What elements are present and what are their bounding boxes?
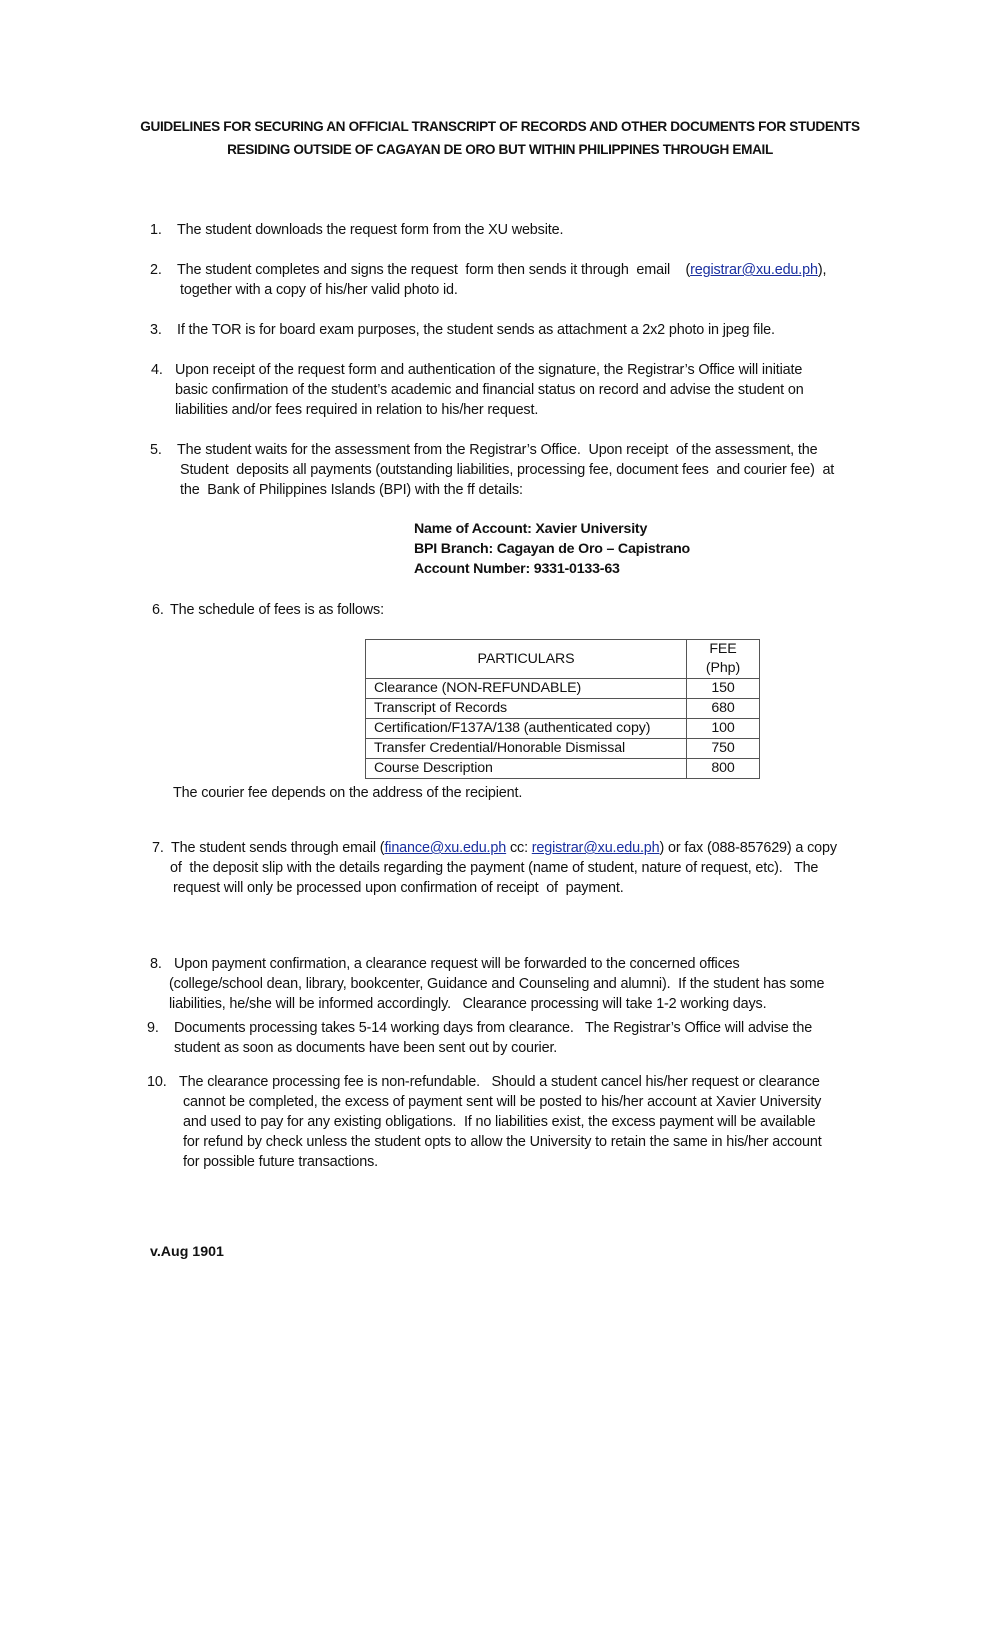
item-number: 3. bbox=[150, 322, 162, 338]
item-text bbox=[177, 260, 826, 280]
item-text-segment: ), bbox=[817, 262, 827, 278]
column-header-particulars: PARTICULARS bbox=[366, 640, 687, 679]
item-text-segment: The student completes and signs the request form then sends it through email ( bbox=[177, 262, 691, 278]
fee-cell: 100 bbox=[687, 719, 760, 739]
item-text: The student downloads the request form from the XU website. bbox=[177, 222, 564, 238]
bank-account-number: Account Number: 9331-0133-63 bbox=[414, 561, 620, 577]
item-text-segment: cc: bbox=[506, 840, 532, 856]
table-row bbox=[366, 739, 760, 759]
table-row bbox=[366, 679, 760, 699]
table-row bbox=[366, 699, 760, 719]
particular-cell: Transcript of Records bbox=[366, 699, 687, 719]
fee-cell: 150 bbox=[687, 679, 760, 699]
item-number: 5. bbox=[150, 442, 162, 458]
item-text: cannot be completed, the excess of payment sent will be posted to his/her account at Xavier University bbox=[183, 1094, 822, 1110]
registrar-email-link[interactable]: registrar@xu.edu.ph bbox=[690, 262, 818, 278]
document-title-line-2: RESIDING OUTSIDE OF CAGAYAN DE ORO BUT WITHIN PHILIPPINES THROUGH EMAIL bbox=[227, 142, 773, 157]
item-text: of the deposit slip with the details regarding the payment (name of student, nature of request, etc). The bbox=[170, 860, 819, 876]
table-row bbox=[366, 759, 760, 779]
item-text: for possible future transactions. bbox=[183, 1154, 379, 1170]
fees-table bbox=[365, 639, 760, 779]
particular-cell: Course Description bbox=[366, 759, 687, 779]
item-number: 9. bbox=[147, 1020, 159, 1036]
item-text: Upon payment confirmation, a clearance request will be forwarded to the concerned offices bbox=[174, 956, 740, 972]
item-text bbox=[171, 838, 837, 858]
item-number: 6. bbox=[152, 602, 164, 618]
item-text: If the TOR is for board exam purposes, the student sends as attachment a 2x2 photo in jpeg file. bbox=[177, 322, 775, 338]
item-text: (college/school dean, library, bookcenter, Guidance and Counseling and alumni). If the student has some bbox=[169, 976, 825, 992]
column-header-fee: FEE (Php) bbox=[687, 640, 760, 679]
item-number: 7. bbox=[152, 840, 164, 856]
item-text: Upon receipt of the request form and authentication of the signature, the Registrar’s Office will initiate bbox=[175, 362, 803, 378]
courier-fee-note: The courier fee depends on the address of the recipient. bbox=[173, 785, 523, 801]
particular-cell: Transfer Credential/Honorable Dismissal bbox=[366, 739, 687, 759]
item-text: The schedule of fees is as follows: bbox=[170, 602, 384, 618]
item-text: The student waits for the assessment from the Registrar’s Office. Upon receipt of the assessment, the bbox=[177, 442, 818, 458]
table-header-row bbox=[366, 640, 760, 679]
item-number: 4. bbox=[151, 362, 163, 378]
item-number: 2. bbox=[150, 262, 162, 278]
item-text: Student deposits all payments (outstanding liabilities, processing fee, document fees and courier fee) at bbox=[180, 462, 835, 478]
fee-cell: 750 bbox=[687, 739, 760, 759]
item-text: liabilities, he/she will be informed accordingly. Clearance processing will take 1-2 working days. bbox=[169, 996, 767, 1012]
registrar-email-link[interactable]: registrar@xu.edu.ph bbox=[531, 840, 660, 856]
bank-branch: BPI Branch: Cagayan de Oro – Capistrano bbox=[414, 541, 691, 557]
item-text-segment: ) or fax (088-857629) a copy bbox=[659, 840, 837, 856]
item-text: for refund by check unless the student opts to allow the University to retain the same in his/her account bbox=[183, 1134, 822, 1150]
item-number: 1. bbox=[150, 222, 162, 238]
item-text: request will only be processed upon confirmation of receipt of payment. bbox=[173, 880, 624, 896]
particular-cell: Clearance (NON-REFUNDABLE) bbox=[366, 679, 687, 699]
item-text: and used to pay for any existing obligations. If no liabilities exist, the excess payment will be available bbox=[183, 1114, 816, 1130]
item-text: basic confirmation of the student’s academic and financial status on record and advise the student on bbox=[175, 382, 804, 398]
particular-cell: Certification/F137A/138 (authenticated copy) bbox=[366, 719, 687, 739]
document-title-line-1: GUIDELINES FOR SECURING AN OFFICIAL TRANSCRIPT OF RECORDS AND OTHER DOCUMENTS FOR STUDENTS bbox=[140, 119, 860, 134]
item-number: 8. bbox=[150, 956, 162, 972]
item-text: The clearance processing fee is non-refundable. Should a student cancel his/her request or clearance bbox=[179, 1074, 820, 1090]
finance-email-link[interactable]: finance@xu.edu.ph bbox=[384, 840, 507, 856]
item-text: Documents processing takes 5-14 working days from clearance. The Registrar’s Office will advise the bbox=[174, 1020, 813, 1036]
item-text: student as soon as documents have been sent out by courier. bbox=[174, 1040, 558, 1056]
item-text: the Bank of Philippines Islands (BPI) with the ff details: bbox=[180, 482, 523, 498]
bank-account-name: Name of Account: Xavier University bbox=[414, 521, 648, 537]
item-number: 10. bbox=[147, 1074, 167, 1090]
item-text-segment: The student sends through email ( bbox=[171, 840, 385, 856]
fee-cell: 680 bbox=[687, 699, 760, 719]
fee-cell: 800 bbox=[687, 759, 760, 779]
version-label: v.Aug 1901 bbox=[150, 1244, 224, 1260]
item-text: liabilities and/or fees required in relation to his/her request. bbox=[175, 402, 539, 418]
item-text: together with a copy of his/her valid photo id. bbox=[180, 282, 458, 298]
table-row bbox=[366, 719, 760, 739]
